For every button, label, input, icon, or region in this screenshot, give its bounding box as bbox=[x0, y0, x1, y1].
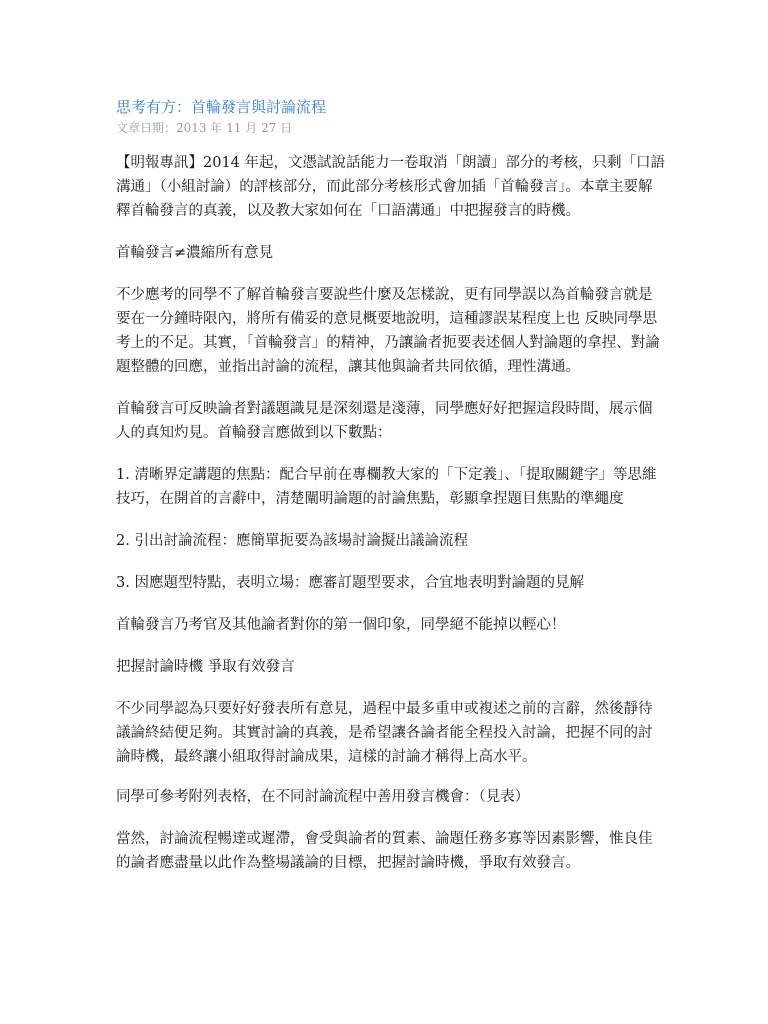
list-item: 3. 因應題型特點，表明立場：應審訂題型要求，合宜地表明對論題的見解 bbox=[116, 575, 584, 591]
article-title: 思考有方：首輪發言與討論流程 bbox=[116, 98, 327, 116]
paragraph: 首輪發言可反映論者對議題識見是深刻還是淺薄，同學應好好把握這段時間，展示個人的真知灼見。首輪發言應做到以下數點： bbox=[116, 401, 653, 441]
intro-paragraph: 【明報專訊】2014 年起，文憑試說話能力一卷取消「朗讀」部分的考核，只剩「口語溝通」（小組討論）的評核部分，而此部分考核形式會加插「首輪發言」。本章主要解釋首輪發言的真義，以及教大家如何在「口語溝通」中把握發言的時機。 bbox=[116, 155, 666, 219]
paragraph: 當然，討論流程暢達或遲滯，會受與論者的質素、論題任務多寡等因素影響，惟良佳的論者應盡量以此作為整場議論的目標，把握討論時機，爭取有效發言。 bbox=[116, 831, 653, 871]
article-body bbox=[116, 151, 666, 875]
paragraph: 首輪發言乃考官及其他論者對你的第一個印象，同學絕不能掉以輕心！ bbox=[116, 617, 566, 633]
list-item: 2. 引出討論流程：應簡單扼要為該場討論擬出議論流程 bbox=[116, 533, 468, 549]
article-date: 文章日期：2013 年 11 月 27 日 bbox=[116, 121, 293, 135]
paragraph: 不少同學認為只要好好發表所有意見，過程中最多重申或複述之前的言辭，然後靜待議論終結便足夠。其實討論的真義，是希望讓各論者能全程投入討論，把握不同的討論時機，最終讓小組取得討論成果，這樣的討論才稱得上高水平。 bbox=[116, 701, 653, 765]
paragraph: 不少應考的同學不了解首輪發言要說些什麼及怎樣說，更有同學誤以為首輪發言就是要在一分鐘時限內，將所有備妥的意見概要地說明，這種謬誤某程度上也 反映同學思考上的不足。其實，「首輪發言」的精神，乃讓論者扼要表述個人對論題的拿捏、對論題整體的回應，並指出討論的流程，讓其他與論者共同依循，理性溝通。 bbox=[116, 287, 660, 375]
section-heading: 把握討論時機 爭取有效發言 bbox=[116, 659, 295, 675]
paragraph: 同學可參考附列表格，在不同討論流程中善用發言機會：（見表） bbox=[116, 789, 530, 805]
list-item: 1. 清晰界定講題的焦點：配合早前在專欄教大家的「下定義」、「提取關鍵字」等思維技巧，在開首的言辭中，清楚闡明論題的討論焦點，彰顯拿捏題目焦點的準繩度 bbox=[116, 467, 657, 507]
article bbox=[116, 96, 666, 893]
section-heading: 首輪發言≠濃縮所有意見 bbox=[116, 245, 274, 261]
